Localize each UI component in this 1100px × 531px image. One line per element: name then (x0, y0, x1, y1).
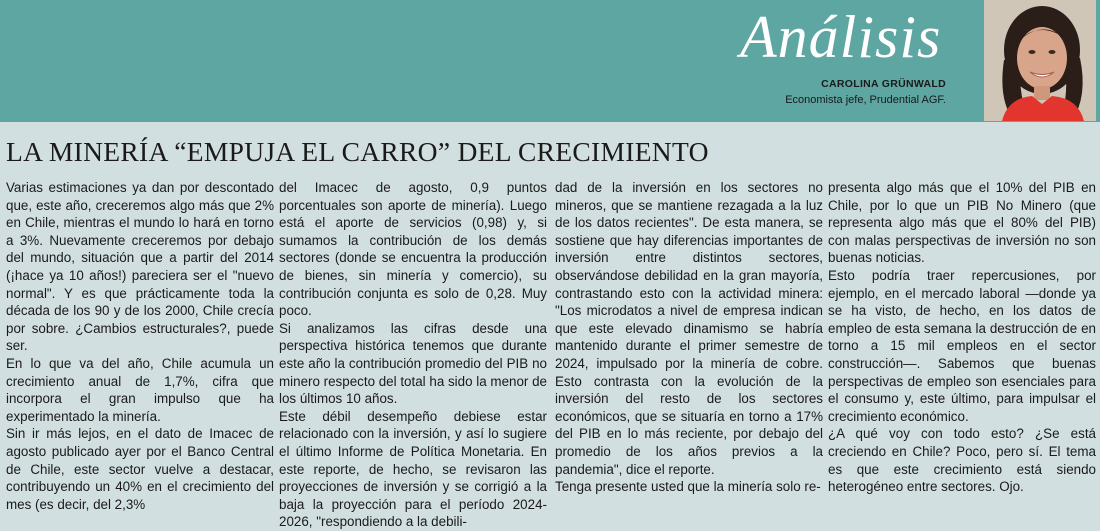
section-header (0, 0, 1100, 122)
paragraph: Sin ir más lejos, en el dato de Imacec de agosto publicado ayer por el Banco Central de Chile, este sector vuelve a destacar, contribuyendo un 40% en el crecimiento del mes (es decir, del 2,3% (6, 426, 274, 512)
paragraph: dad de la inversión en los sectores no mineros, que se mantiene rezagada a la luz de los datos recientes". De esta manera, se sostiene que hay diferencias importantes de inversión entre distintos sectores, observándose debilidad en la gran mayoría, contrastando esto con la actividad minera: "Los microdatos a nivel de empresa indican que este elevado dinamismo se habría mantenido durante el primer semestre de 2024, impulsado por la minería de cobre. Esto contrasta con la evolución de la inversión del resto de los sectores económicos, que se situaría en torno a 17% del PIB en lo más reciente, por debajo del promedio de los años previos a la pandemia", dice el reporte. (555, 180, 823, 477)
author-role: Economista jefe, Prudential AGF. (785, 94, 946, 106)
article-column-2 (279, 179, 547, 531)
paragraph: Varias estimaciones ya dan por descontado que, este año, creceremos algo más que 2% en Chile, mientras el mundo lo hará en torno a 3%. Nuevamente creceremos por debajo del mundo, situación que a partir del 2014 (¡hace ya 10 años!) pareciera ser el "nuevo normal". Y es que prácticamente toda la década de los 90 y de los 2000, Chile crecía por sobre. ¿Cambios estructurales?, puede ser. (6, 180, 274, 354)
article-column-1 (6, 179, 274, 513)
author-name: CAROLINA GRÜNWALD (821, 78, 946, 90)
paragraph: del Imacec de agosto, 0,9 puntos porcentuales son aporte de minería). Luego está el aporte de servicios (0,98) y, si sumamos la contribución de los demás sectores (donde se encuentra la producción de bienes, sin minería y comercio), su contribución conjunta es solo de 0,28. Muy poco. (279, 180, 547, 319)
article-column-4 (828, 179, 1096, 496)
section-title: Análisis (740, 4, 942, 70)
author-photo (984, 0, 1096, 121)
paragraph: Si analizamos las cifras desde una perspectiva histórica tenemos que durante este año la contribución promedio del PIB no minero respecto del total ha sido la menor de los últimos 10 años. (279, 320, 547, 407)
paragraph: En lo que va del año, Chile acumula un crecimiento anual de 1,7%, cifra que incorpora el gran impulso que ha experimentado la minería. (6, 355, 274, 424)
paragraph: presenta algo más que el 10% del PIB en Chile, por lo que un PIB No Minero (que representa algo más que el 80% del PIB) con malas perspectivas de inversión no son buenas noticias. (828, 180, 1096, 266)
paragraph: ¿A qué voy con todo esto? ¿Se está creciendo en Chile? Poco, pero sí. El tema es que este crecimiento está siendo heterogéneo entre sectores. Ojo. (828, 426, 1096, 495)
paragraph: Este débil desempeño debiese estar relacionado con la inversión, y así lo sugiere el último Informe de Política Monetaria. En este reporte, de hecho, se revisaron las proyecciones de inversión y se corrigió a la baja la proyección para el período 2024-2026, "respondiendo a la debili- (279, 408, 547, 530)
paragraph: Tenga presente usted que la minería solo re- (555, 479, 821, 495)
headline: LA MINERÍA “EMPUJA EL CARRO” DEL CRECIMIENTO (6, 136, 709, 167)
paragraph: Esto podría traer repercusiones, por ejemplo, en el mercado laboral —donde ya se ha visto, de hecho, en los datos de empleo de esta semana la destrucción de en torno a 15 mil empleos en el sector construcción—. Sabemos que buenas perspectivas de empleo son esenciales para el consumo y, este último, para impulsar el crecimiento económico. (828, 267, 1096, 424)
article-column-3 (555, 179, 823, 496)
